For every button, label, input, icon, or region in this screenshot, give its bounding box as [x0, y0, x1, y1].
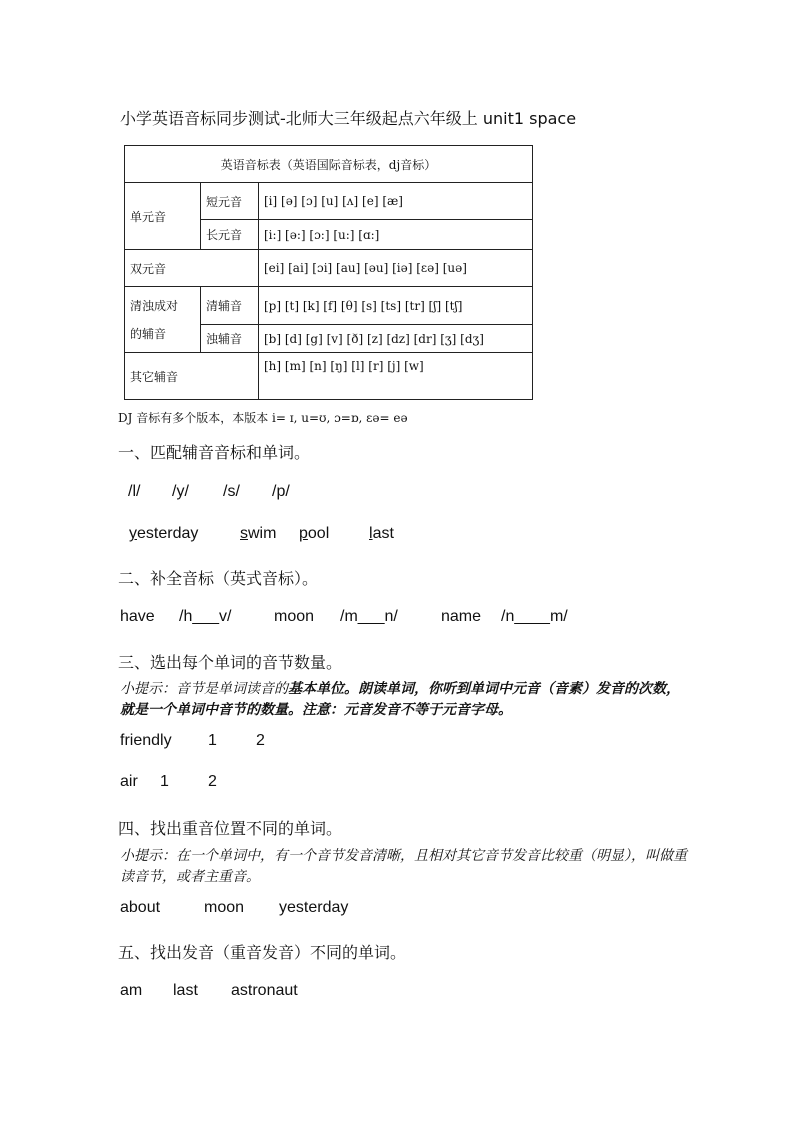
- word: last: [173, 982, 198, 999]
- option: 2: [208, 773, 217, 790]
- paired-label-line2: 的辅音: [130, 326, 167, 341]
- section3-item: [120, 732, 265, 750]
- ipa-chart-table: [124, 145, 533, 400]
- section1-words: [129, 525, 394, 543]
- section5-heading: 五、找出发音（重音发音）不同的单词。: [118, 943, 407, 962]
- word: name: [441, 608, 482, 625]
- section5-words: [120, 982, 298, 1000]
- word: moon: [204, 899, 245, 916]
- symbol: /y/: [172, 483, 189, 500]
- word: yesterday: [279, 899, 349, 916]
- other-consonants: [h] [m] [n] [ŋ] [l] [r] [j] [w]: [259, 353, 533, 400]
- transcription: /n____m/: [501, 608, 568, 625]
- word: friendly: [120, 732, 172, 749]
- word: yesterday: [129, 525, 199, 542]
- section3-heading: 三、选出每个单词的音节数量。: [118, 653, 343, 672]
- word: am: [120, 982, 143, 999]
- section2-heading: 二、补全音标（英式音标）。: [118, 569, 319, 588]
- section2-items: [120, 608, 568, 626]
- word: pool: [299, 525, 330, 542]
- word: last: [369, 525, 394, 542]
- diphthongs: [ei] [ai] [ɔi] [au] [əu] [iə] [εə] [uə]: [259, 250, 533, 287]
- word: swim: [240, 525, 277, 542]
- section3-hint: 小提示：音节是单词读音的基本单位。朗读单词，你听到单词中元音（音素）发音的次数，就是一个单词中音节的数量。注意：元音发音不等于元音字母。: [120, 681, 680, 718]
- section4-heading: 四、找出重音位置不同的单词。: [118, 819, 343, 838]
- option: 2: [256, 732, 265, 749]
- option: 1: [208, 732, 217, 749]
- section3-item: [120, 773, 217, 791]
- section1-heading: 一、匹配辅音音标和单词。: [118, 443, 311, 462]
- paired-label-line1: 清浊成对: [130, 298, 179, 313]
- section4-hint: 小提示：在一个单词中，有一个音节发音清晰，且相对其它音节发音比较重（明显），叫做重读音节，或者主重音。: [120, 848, 687, 885]
- voiced-label: 浊辅音: [201, 325, 259, 353]
- short-vowels: [i] [ə] [ɔ] [u] [ʌ] [e] [æ]: [259, 183, 533, 220]
- voiceless-consonants: [p] [t] [k] [f] [θ] [s] [ts] [tr] [ʃ] [tʃ]: [259, 287, 533, 325]
- section4-words: [120, 899, 348, 917]
- monophthong-label: 单元音: [125, 183, 201, 250]
- transcription: /m___n/: [340, 608, 398, 625]
- page-title: 小学英语音标同步测试-北师大三年级起点六年级上 unit1 space: [120, 109, 577, 128]
- long-vowel-label: 长元音: [201, 220, 259, 250]
- table-caption: 英语音标表（英语国际音标表，dj音标）: [125, 146, 533, 183]
- section1-symbols: [128, 483, 290, 501]
- other-consonant-label: 其它辅音: [125, 353, 259, 400]
- word: moon: [274, 608, 315, 625]
- transcription: /h___v/: [179, 608, 232, 625]
- word: air: [120, 773, 138, 790]
- diphthong-label: 双元音: [125, 250, 259, 287]
- symbol: /l/: [128, 483, 141, 500]
- paired-consonant-label: [125, 287, 201, 353]
- word: about: [120, 899, 161, 916]
- short-vowel-label: 短元音: [201, 183, 259, 220]
- symbol: /p/: [272, 483, 290, 500]
- voiced-consonants: [b] [d] [g] [v] [ð] [z] [dz] [dr] [ʒ] [dʒ]: [259, 325, 533, 353]
- symbol: /s/: [223, 483, 240, 500]
- word: astronaut: [231, 982, 298, 999]
- dj-note: DJ 音标有多个版本，本版本 i= ɪ, u=ʊ, ɔ=ɒ, εə= eə: [118, 411, 408, 425]
- long-vowels: [i:] [ə:] [ɔ:] [u:] [ɑ:]: [259, 220, 533, 250]
- option: 1: [160, 773, 169, 790]
- voiceless-label: 清辅音: [201, 287, 259, 325]
- word: have: [120, 608, 155, 625]
